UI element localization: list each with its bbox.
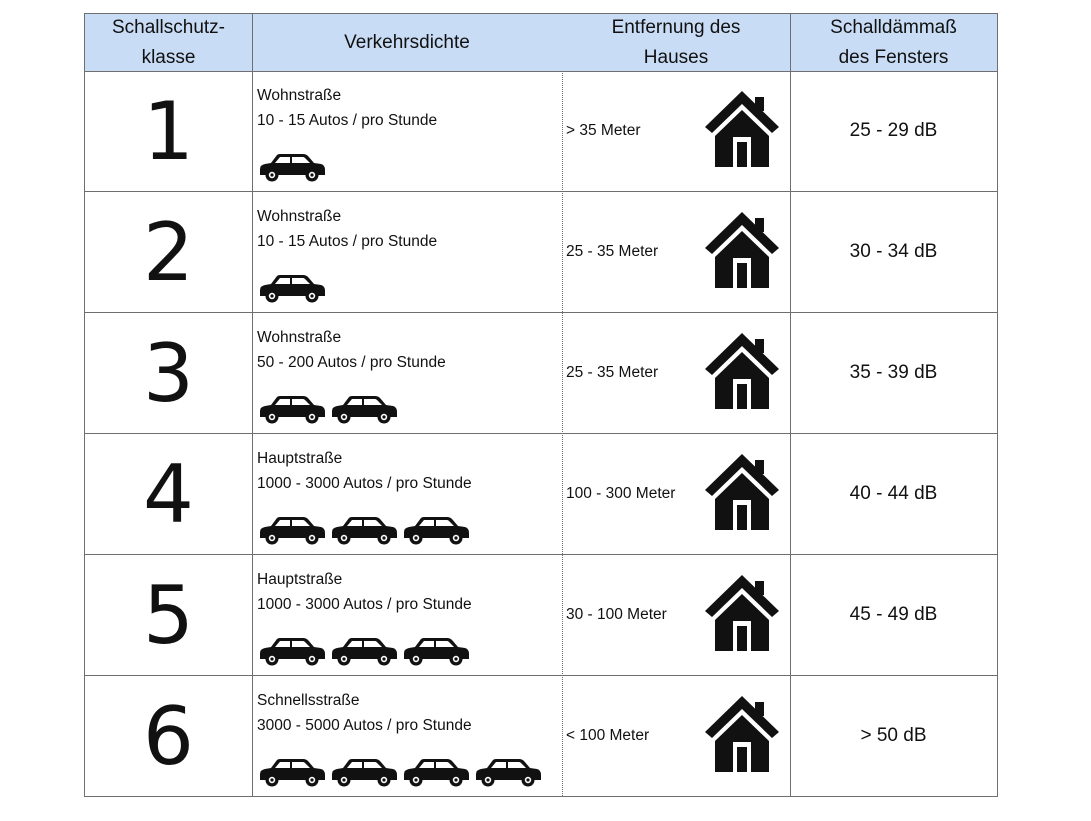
car-icon [257, 272, 327, 304]
table-row [85, 676, 997, 797]
car-icons [257, 272, 327, 304]
car-icon [257, 514, 327, 546]
car-icon [401, 514, 471, 546]
table-header [85, 14, 997, 72]
house-distance: 25 - 35 Meter [566, 364, 659, 381]
table-row [85, 434, 997, 555]
table-row [85, 313, 997, 434]
house-distance: 100 - 300 Meter [566, 485, 676, 502]
traffic-density [257, 325, 557, 375]
traffic-rate: 50 - 200 Autos / pro Stunde [257, 354, 446, 371]
traffic-rate: 1000 - 3000 Autos / pro Stunde [257, 596, 472, 613]
car-icon [257, 756, 327, 788]
car-icon [257, 635, 327, 667]
car-icon [329, 393, 399, 425]
house-icon [705, 333, 779, 409]
car-icons [257, 756, 543, 788]
car-icons [257, 151, 327, 183]
house-icon [705, 696, 779, 772]
street-type: Schnellsstraße [257, 692, 360, 709]
class-number: 1 [143, 84, 194, 178]
table-row [85, 71, 997, 192]
street-type: Wohnstraße [257, 208, 342, 225]
traffic-density [257, 446, 557, 496]
window-insulation: 40 - 44 dB [849, 483, 938, 504]
traffic-rate: 10 - 15 Autos / pro Stunde [257, 233, 438, 250]
traffic-density [257, 688, 557, 738]
car-icon [473, 756, 543, 788]
window-insulation: 25 - 29 dB [849, 120, 938, 141]
class-number: 4 [143, 447, 194, 541]
house-distance: 25 - 35 Meter [566, 243, 659, 260]
house-distance: < 100 Meter [566, 727, 650, 744]
window-insulation: 30 - 34 dB [849, 241, 938, 262]
street-type: Wohnstraße [257, 329, 342, 346]
traffic-density [257, 567, 557, 617]
house-icon [705, 212, 779, 288]
house-distance: 30 - 100 Meter [566, 606, 667, 623]
house-icon [705, 575, 779, 651]
car-icon [257, 393, 327, 425]
street-type: Wohnstraße [257, 87, 342, 104]
header-insulation: Schalldämmaß des Fensters [830, 16, 957, 68]
table-row [85, 555, 997, 676]
traffic-rate: 3000 - 5000 Autos / pro Stunde [257, 717, 472, 734]
window-insulation: 35 - 39 dB [849, 362, 938, 383]
traffic-rate: 1000 - 3000 Autos / pro Stunde [257, 475, 472, 492]
car-icon [329, 635, 399, 667]
class-number: 6 [143, 689, 194, 783]
car-icon [401, 756, 471, 788]
car-icon [329, 514, 399, 546]
class-number: 2 [143, 205, 194, 299]
sound-insulation-table [84, 13, 998, 797]
house-icon [705, 91, 779, 167]
car-icons [257, 393, 399, 425]
class-number: 3 [143, 326, 194, 420]
car-icon [257, 151, 327, 183]
traffic-density [257, 204, 557, 254]
street-type: Hauptstraße [257, 450, 343, 467]
car-icon [401, 635, 471, 667]
window-insulation: 45 - 49 dB [849, 604, 938, 625]
car-icons [257, 635, 471, 667]
window-insulation: > 50 dB [860, 725, 927, 746]
house-distance: > 35 Meter [566, 122, 641, 139]
header-class: Schallschutz- klasse [112, 16, 225, 68]
street-type: Hauptstraße [257, 571, 343, 588]
table-row [85, 192, 997, 313]
car-icon [329, 756, 399, 788]
header-distance: Entfernung des Hauses [611, 16, 741, 68]
car-icons [257, 514, 471, 546]
traffic-density [257, 83, 557, 133]
house-icon [705, 454, 779, 530]
traffic-rate: 10 - 15 Autos / pro Stunde [257, 112, 438, 129]
header-traffic: Verkehrsdichte [344, 31, 470, 53]
class-number: 5 [143, 568, 194, 662]
